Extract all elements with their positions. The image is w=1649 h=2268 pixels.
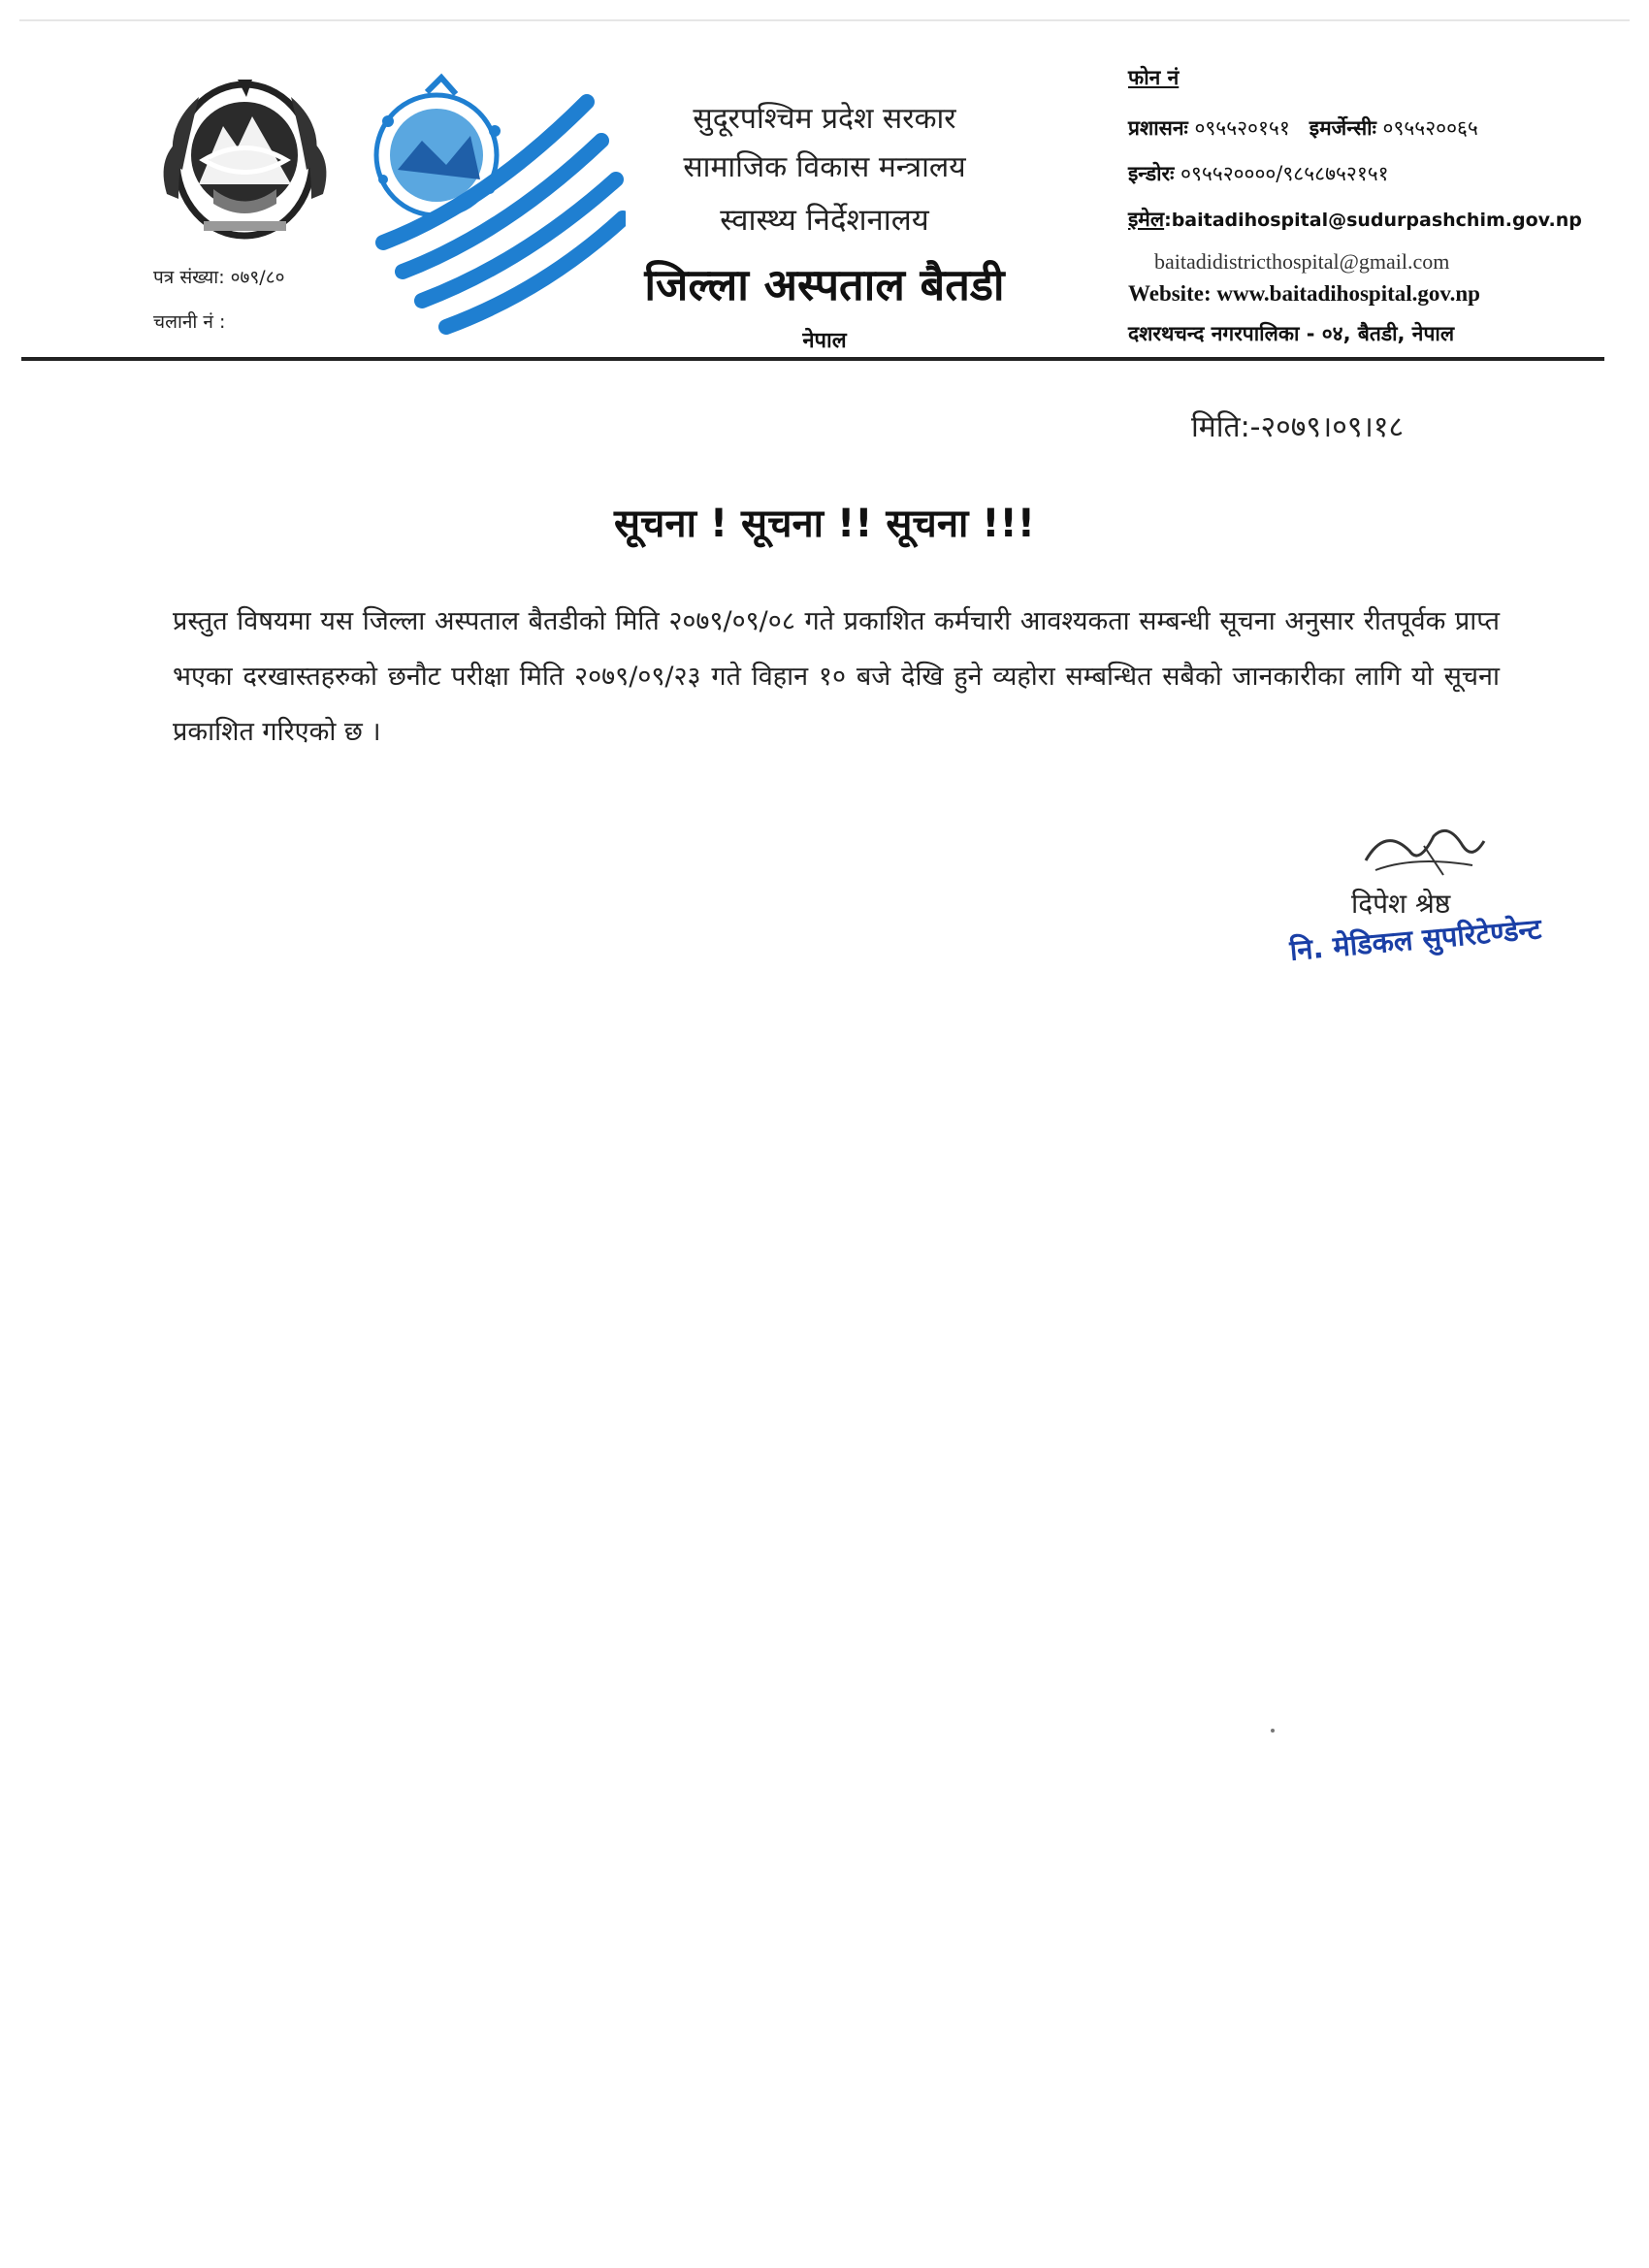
email-secondary: baitadidistricthospital@gmail.com	[1154, 249, 1450, 274]
indoor-label: इन्डोरः	[1128, 162, 1175, 185]
signatory-name: दिपेश श्रेष्ठ	[1351, 888, 1451, 920]
admin-label: प्रशासनः	[1128, 116, 1188, 140]
emergency-number: ०९५५२००६५	[1382, 116, 1478, 140]
org-directorate: स्वास्थ्य निर्देशनालय	[720, 203, 929, 238]
country-name: नेपाल	[802, 329, 847, 353]
org-ministry: सामाजिक विकास मन्त्रालय	[683, 150, 966, 184]
email-line	[1128, 206, 1582, 233]
emergency-label: इमर्जेन्सीः	[1309, 116, 1376, 140]
email-label: इमेल	[1128, 208, 1165, 231]
nepal-emblem-logo	[146, 68, 344, 247]
scan-speck	[1271, 1729, 1275, 1733]
phone-admin-line	[1128, 114, 1478, 142]
website: Website: www.baitadihospital.gov.np	[1128, 281, 1480, 306]
notice-body: प्रस्तुत विषयमा यस जिल्ला अस्पताल बैतडीको मिति २०७९/०९/०८ गते प्रकाशित कर्मचारी आवश्यकता सम्बन्धी सूचना अनुसार रीतपूर्वक प्राप्त भएका दरखास्तहरुको छनौट परीक्षा मिति २०७९/०९/२३ गते विहान १० बजे देखि हुने व्यहोरा सम्बन्धित सबैको जानकारीका लागि यो सूचना प्रकाशित गरिएको छ ।	[173, 606, 1500, 747]
reference-number: पत्र संख्या: ०७९/८०	[153, 267, 285, 288]
address: दशरथचन्द नगरपालिका - ०४, बैतडी, नेपाल	[1128, 322, 1455, 345]
org-province: सुदूरपश्चिम प्रदेश सरकार	[693, 102, 956, 136]
phone-indoor-line	[1128, 160, 1389, 187]
indoor-number: ०९५५२००००/९८५८७५२१५१	[1180, 162, 1389, 185]
notice-title: सूचना ! सूचना !! सूचना !!!	[613, 502, 1036, 546]
handwritten-signature	[1356, 817, 1492, 885]
page-top-edge	[19, 19, 1630, 21]
designation-stamp: नि. मेडिकल सुपरिटेण्डेन्ट	[1288, 912, 1543, 967]
notice-date: मिति:-२०७९।०९।१८	[1191, 410, 1405, 444]
phone-heading: फोन नं	[1128, 66, 1180, 89]
dispatch-number: चलानी नं :	[153, 311, 226, 333]
email-primary: :baitadihospital@sudurpashchim.gov.np	[1164, 210, 1582, 231]
admin-number: ०९५५२०१५१	[1194, 116, 1290, 140]
hospital-name: जिल्ला अस्पताल बैतडी	[644, 259, 1005, 310]
header-divider	[21, 357, 1604, 361]
